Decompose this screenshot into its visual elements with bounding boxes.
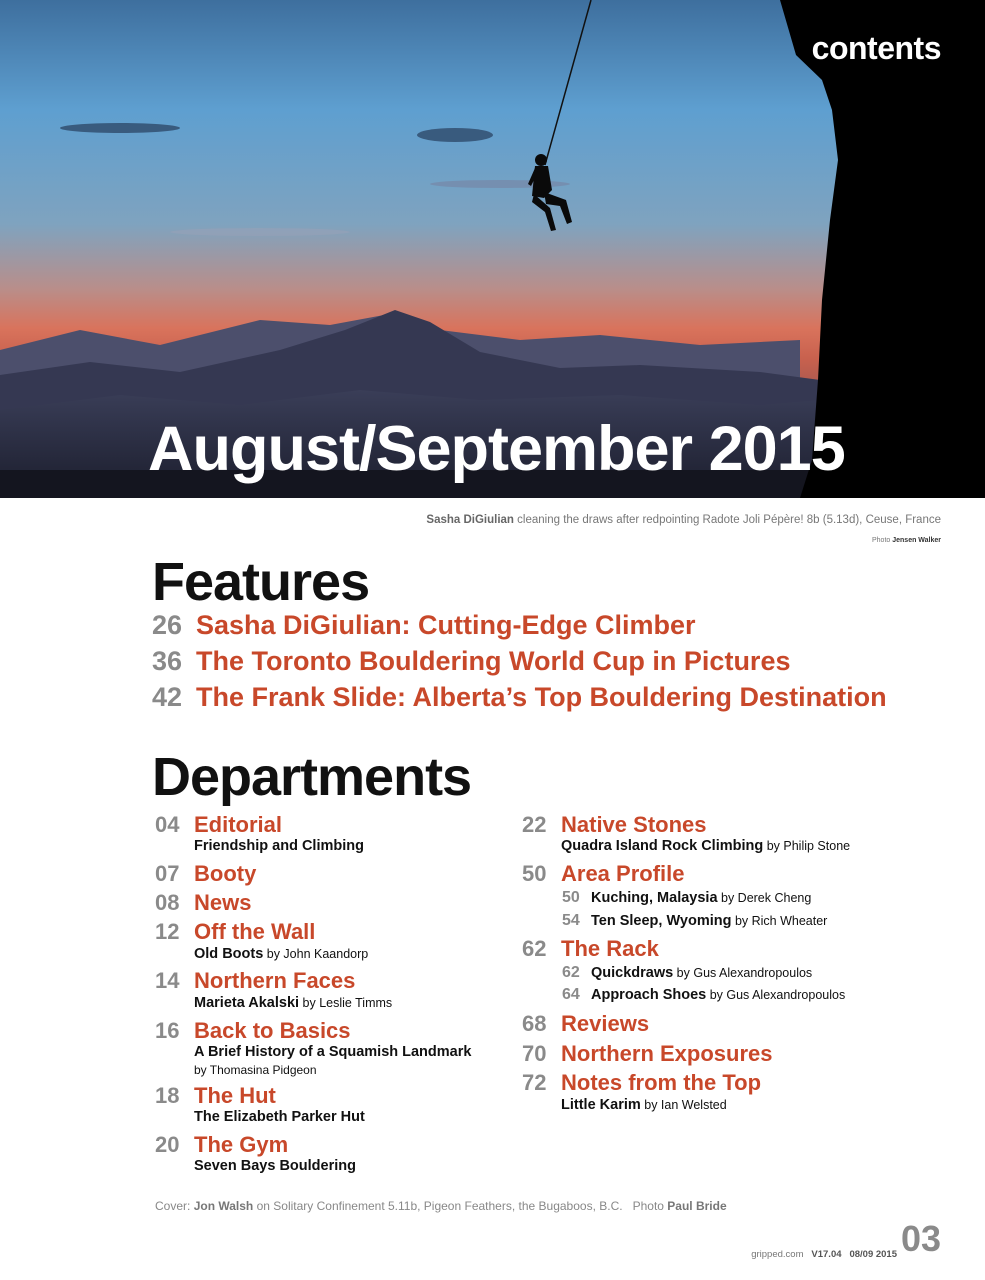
- hero-photo: [0, 0, 985, 498]
- feature-page: 26: [152, 610, 183, 640]
- department-title: Area Profile: [561, 861, 685, 886]
- department-subtitle-text: Old Boots: [194, 946, 264, 962]
- feature-title: The Toronto Bouldering World Cup in Pictures: [196, 646, 791, 676]
- department-subtitle: The Elizabeth Parker Hut: [194, 1109, 365, 1125]
- photo-caption: [426, 514, 941, 526]
- subitem-title: [591, 891, 811, 906]
- feature-title: Sasha DiGiulian: Cutting-Edge Climber: [196, 610, 696, 640]
- department-subtitle: Seven Bays Bouldering: [194, 1158, 356, 1174]
- department-byline: by John Kaandorp: [263, 947, 369, 961]
- feature-page: 36: [152, 646, 183, 676]
- contents-label: contents: [811, 30, 941, 66]
- subitem-page: 54: [562, 912, 580, 929]
- department-page: 50: [522, 861, 547, 886]
- department-page: 68: [522, 1011, 547, 1036]
- photo-credit-label: Photo: [871, 537, 893, 544]
- department-subtitle: A Brief History of a Squamish Landmark: [194, 1044, 472, 1060]
- department-subtitle: [561, 1098, 727, 1113]
- subitem-title-text: Kuching, Malaysia: [591, 890, 718, 906]
- department-title: Northern Faces: [194, 968, 356, 993]
- features-heading: Features: [152, 552, 370, 612]
- department-subtitle: [194, 996, 392, 1011]
- page-number: 03: [900, 1218, 941, 1259]
- photographer-name: Jensen Walker: [892, 537, 941, 544]
- cover-text: on Solitary Confinement 5.11b, Pigeon Feathers, the Bugaboos, B.C. Photo: [253, 1199, 668, 1213]
- department-subtitle-text: Marieta Akalski: [194, 995, 300, 1011]
- department-byline: by Ian Welsted: [640, 1098, 727, 1112]
- photo-credit: [872, 537, 941, 544]
- subitem-page: 64: [562, 986, 580, 1003]
- feature-title: The Frank Slide: Alberta’s Top Bouldering Destination: [196, 682, 887, 712]
- department-page: 70: [522, 1041, 547, 1066]
- footer-volume: V17.04: [811, 1249, 842, 1260]
- department-page: 16: [155, 1018, 180, 1043]
- department-page: 20: [155, 1132, 180, 1157]
- subitem-page: 50: [562, 889, 580, 906]
- department-title: Notes from the Top: [561, 1070, 762, 1095]
- department-subtitle-text: Quadra Island Rock Climbing: [561, 838, 764, 854]
- subitem-title: [591, 988, 845, 1003]
- department-title: Northern Exposures: [561, 1041, 773, 1066]
- subitem-title-text: Approach Shoes: [591, 987, 707, 1003]
- footer: [751, 1249, 897, 1260]
- cover-name: Jon Walsh: [193, 1199, 254, 1213]
- department-title: Booty: [194, 861, 257, 886]
- caption-text: cleaning the draws after redpointing Radote Joli Pépère! 8b (5.13d), Ceuse, France: [513, 514, 941, 526]
- subitem-title: [591, 914, 827, 929]
- department-title: Native Stones: [561, 812, 707, 837]
- footer-site: gripped.com: [751, 1249, 804, 1260]
- department-title: Off the Wall: [194, 919, 316, 944]
- department-page: 04: [155, 812, 180, 837]
- subitem-title-text: Quickdraws: [591, 965, 674, 981]
- feature-item[interactable]: [152, 684, 887, 711]
- department-page: 22: [522, 812, 547, 837]
- subitem-byline: by Gus Alexandropoulos: [673, 966, 813, 980]
- department-title: Reviews: [561, 1011, 650, 1036]
- caption-name: Sasha DiGiulian: [426, 514, 514, 526]
- department-title: The Rack: [561, 936, 659, 961]
- department-page: 14: [155, 968, 180, 993]
- department-subtitle: Friendship and Climbing: [194, 838, 364, 854]
- department-byline: by Philip Stone: [763, 839, 851, 853]
- subitem-byline: by Derek Cheng: [717, 891, 812, 905]
- departments-heading: Departments: [152, 747, 472, 807]
- feature-item[interactable]: [152, 648, 790, 675]
- cover-credit: [155, 1199, 727, 1213]
- department-page: 18: [155, 1083, 180, 1108]
- issue-title: August/September 2015: [148, 414, 845, 484]
- department-title: Editorial: [194, 812, 283, 837]
- feature-page: 42: [152, 682, 183, 712]
- subitem-page: 62: [562, 964, 580, 981]
- department-subtitle-text: Little Karim: [561, 1097, 641, 1113]
- footer-date: 08/09 2015: [849, 1249, 897, 1260]
- subitem-byline: by Rich Wheater: [731, 914, 828, 928]
- department-page: 72: [522, 1070, 547, 1095]
- department-byline: by Thomasina Pidgeon: [194, 1063, 317, 1077]
- department-title: The Gym: [194, 1132, 289, 1157]
- department-subtitle: [194, 947, 368, 962]
- subitem-byline: by Gus Alexandropoulos: [706, 988, 846, 1002]
- cover-label: Cover:: [155, 1199, 194, 1213]
- department-byline: by Leslie Timms: [299, 996, 393, 1010]
- subitem-title: [591, 966, 812, 981]
- department-page: 07: [155, 861, 180, 886]
- cover-photographer: Paul Bride: [667, 1199, 727, 1213]
- feature-item[interactable]: [152, 612, 696, 639]
- department-page: 08: [155, 890, 180, 915]
- department-subtitle: [561, 839, 850, 854]
- department-title: News: [194, 890, 252, 915]
- subitem-title-text: Ten Sleep, Wyoming: [591, 913, 732, 929]
- department-title: The Hut: [194, 1083, 276, 1108]
- department-page: 62: [522, 936, 547, 961]
- department-page: 12: [155, 919, 180, 944]
- department-title: Back to Basics: [194, 1018, 351, 1043]
